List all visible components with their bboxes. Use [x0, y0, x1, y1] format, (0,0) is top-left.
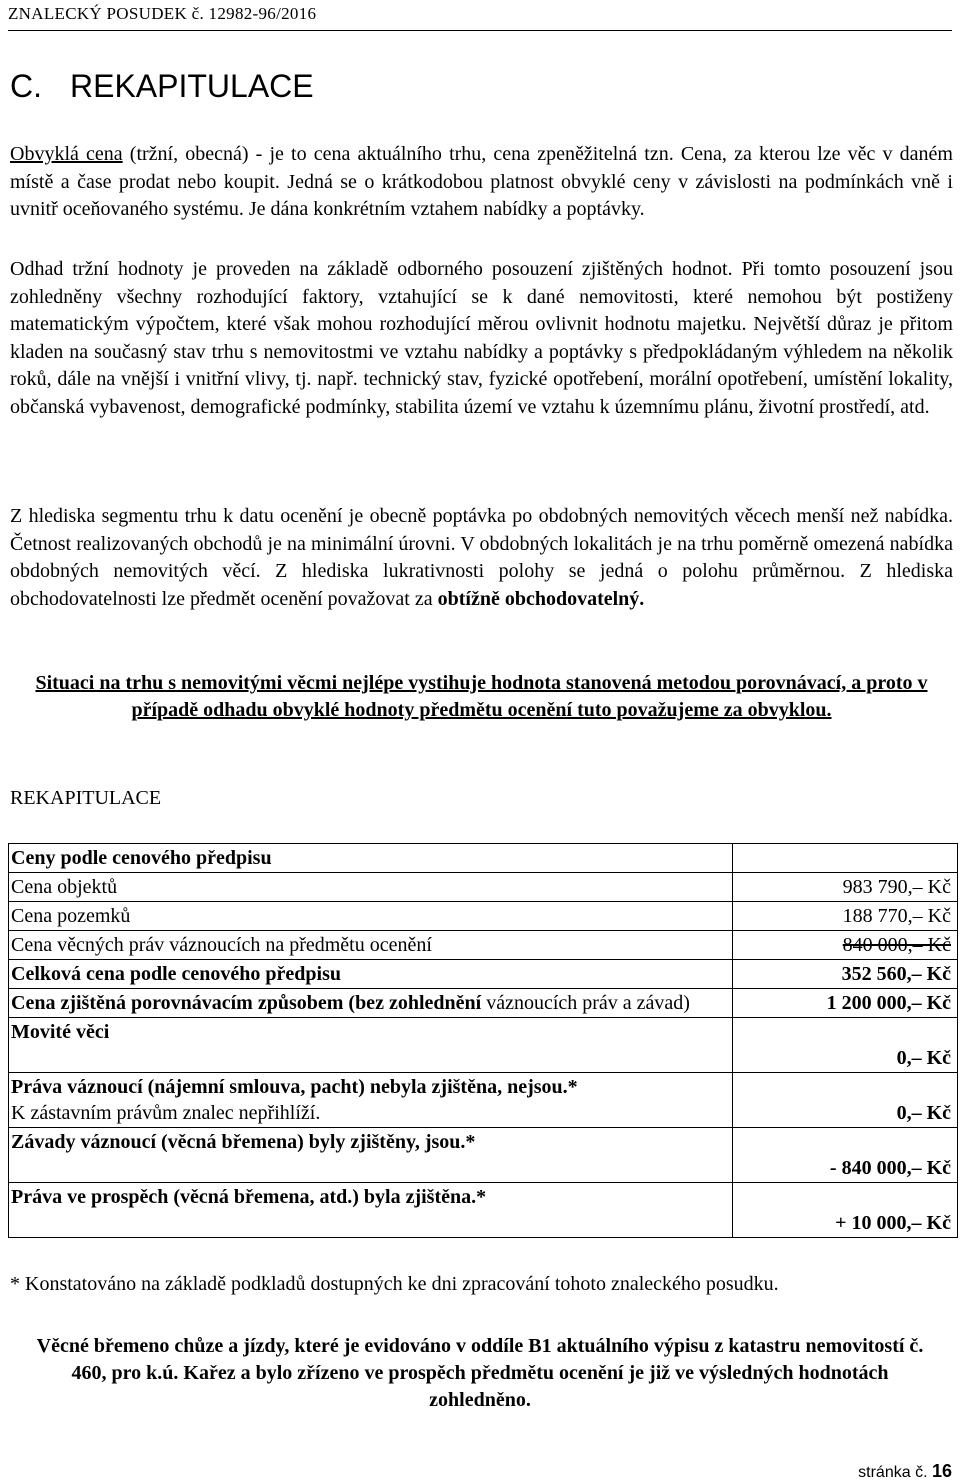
row-label: Cena věcných práv váznoucích na předmětu ocenění: [9, 931, 733, 960]
document-header: ZNALECKÝ POSUDEK č. 12982-96/2016: [8, 4, 317, 23]
row-label-rest: K zástavním právům znalec nepřihlíží.: [11, 1102, 321, 1124]
row-value: 0,– Kč: [732, 1073, 957, 1128]
table-row: [9, 989, 958, 1018]
row-label: [9, 989, 733, 1018]
row-label-bold: Cena zjištěná porovnávacím způsobem (bez zohlednění: [11, 992, 482, 1014]
intro-term: Obvyklá cena: [10, 143, 123, 165]
table-row: [9, 873, 958, 902]
intro-text: (tržní, obecná) - je to cena aktuálního trhu, cena zpeněžitelná tzn. Cena, za kterou lze věc v daném místě a čase prodat nebo koupit. Jedná se o krátkodobou platnost obvyklé ceny v závislosti na podmínkách vně i uvnitř oceňovaného systému. Je dána konkrétním vztahem nabídky a poptávky.: [10, 143, 953, 220]
section-heading: [10, 68, 314, 105]
table-head-label: Ceny podle cenového předpisu: [9, 844, 733, 873]
row-label: Cena pozemků: [9, 902, 733, 931]
valuation-conclusion: Situaci na trhu s nemovitými věcmi nejlépe vystihuje hodnota stanovená metodou porovnávací, a proto v případě odhadu obvyklé hodnoty předmětu ocenění tuto považujeme za obvyklou.: [35, 672, 928, 721]
footnote: * Konstatováno na základě podkladů dostupných ke dni zpracování tohoto znaleckého posudku.: [10, 1273, 779, 1295]
row-label: [9, 1073, 733, 1128]
row-value: 352 560,– Kč: [732, 960, 957, 989]
table-head-value: [732, 844, 957, 873]
header-rule: [8, 30, 952, 31]
row-label: Cena objektů: [9, 873, 733, 902]
row-value-text: 840 000,– Kč: [842, 934, 951, 956]
recap-table: [8, 843, 958, 1238]
table-row: [9, 902, 958, 931]
page-value: 16: [931, 1461, 952, 1481]
segment-conclusion: obtížně obchodovatelný.: [437, 587, 645, 610]
table-row: [9, 1128, 958, 1183]
row-value: + 10 000,– Kč: [732, 1183, 957, 1238]
segment-paragraph: [10, 503, 953, 613]
table-row: [9, 1018, 958, 1073]
row-label: Celková cena podle cenového předpisu: [9, 960, 733, 989]
easement-note: Věcné břemeno chůze a jízdy, které je evidováno v oddíle B1 aktuálního výpisu z katastru nemovitostí č. 460, pro k.ú. Kařez a bylo zřízeno ve prospěch předmětu ocenění je již ve výsledných hodnotách zohledněno.: [36, 1335, 924, 1411]
table-row: [9, 1183, 958, 1238]
section-letter: C.: [10, 68, 42, 104]
segment-text: Z hlediska segmentu trhu k datu ocenění je obecně poptávka po obdobných nemovitých věcech menší než nabídka. Četnost realizovaných obchodů je na minimální úrovni. V obdobných lokalitách je na trhu poměrně omezená nabídka obdobných nemovitých věcí. Z hlediska lukrativnosti polohy se jedná o polohu průměrnou. Z hlediska obchodovatelnosti lze předmět ocenění považovat za: [10, 505, 953, 610]
page-label: stránka č.: [858, 1464, 928, 1481]
table-row: [9, 960, 958, 989]
row-label: Závady váznoucí (věcná břemena) byly zjištěny, jsou.*: [9, 1128, 733, 1183]
table-row: [9, 1073, 958, 1128]
table-row: [9, 931, 958, 960]
row-value: - 840 000,– Kč: [732, 1128, 957, 1183]
page-number: [858, 1461, 952, 1482]
row-label: Movité věci: [9, 1018, 733, 1073]
row-value: 1 200 000,– Kč: [732, 989, 957, 1018]
market-analysis-paragraph: Odhad tržní hodnoty je proveden na základě odborného posouzení zjištěných hodnot. Při tomto posouzení jsou zohledněny všechny rozhodující faktory, vztahující se k dané nemovitosti, které nemohou být postiženy matematickým výpočtem, které však mohou rozhodující měrou ovlivnit hodnotu majetku. Největší důraz je přitom kladen na současný stav trhu s nemovitostmi ve vztahu nabídky a poptávky s předpokládaným výhledem na několik roků, dále na vnější i vnitřní vlivy, tj. např. technický stav, fyzické opotřebení, morální opotřebení, umístění lokality, občanská vybavenost, demografické podmínky, stabilita území ve vztahu k územnímu plánu, životní prostředí, atd.: [10, 258, 953, 418]
row-label-bold: Práva váznoucí (nájemní smlouva, pacht) nebyla zjištěna, nejsou.*: [11, 1076, 578, 1098]
row-value: 188 770,– Kč: [732, 902, 957, 931]
row-value: [732, 931, 957, 960]
row-value: 983 790,– Kč: [732, 873, 957, 902]
row-label-rest: váznoucích práv a závad): [481, 992, 690, 1014]
recap-label: REKAPITULACE: [10, 787, 162, 809]
section-title: REKAPITULACE: [70, 68, 314, 104]
row-label: Práva ve prospěch (věcná břemena, atd.) byla zjištěna.*: [9, 1183, 733, 1238]
intro-paragraph: [10, 141, 953, 224]
table-row: [9, 844, 958, 873]
row-value: 0,– Kč: [732, 1018, 957, 1073]
